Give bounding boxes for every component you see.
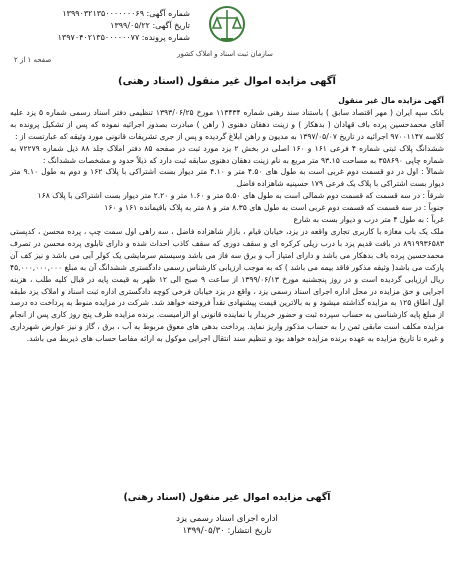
page-number: صفحه ۱ از ۲ — [14, 56, 52, 64]
body-paragraph: ششدانگ پلاک ثبتی شماره ۴ فرعی ۱۶۱ و ۱۶۰ اصلی در بخش ۲ یزد مورد ثبت در صفحه ۸۵ دفتر املاک جلد ۸۸ ذیل شماره ۷۲۲۷۹ به شماره چاپی ۳۵۸۶۹۰ به مساحت ۹۳.۱۵ متر مربع به نام زینت دهقان دهنوی سابقه ثبت دارد که ذیلاً حدود و مشخصات ششدانگ : — [10, 143, 445, 165]
footer-title: آگهی مزایده اموال غیر منقول (اسناد رهنی) — [123, 492, 331, 503]
notice-footer — [0, 492, 454, 537]
footer-office: اداره اجرای اسناد رسمی یزد — [176, 514, 278, 524]
notice-body — [10, 95, 444, 345]
body-paragraph: شمالاً : اول در دو قسمت دوم غربی است به طول های ۴.۵۰ متر و ۴.۱۰ متر دیوار بست اشتراکی با پلاک ۱۶۲ و دوم به طول ۹.۱۰ متر دیوار بست اشتراکی با پلاک یک فرعی ۱۷۹ حسینیه شاهزاده فاضل — [10, 167, 444, 189]
registry-emblem-icon — [203, 4, 251, 48]
body-paragraph: آگهی مزایده مال غیر منقول — [338, 96, 444, 105]
file-number: شماره پرونده: ۱۳۹۷۰۴۰۲۱۳۵۰۰۰۰۰۰۷۷ — [57, 33, 190, 42]
body-paragraph: جنوباً : در سه قسمت که قسمت دوم غربی است به طول های ۸.۳۵ متر و ۸ متر به پلاک باقیمانده ۱۶۱ و ۱۶۰ — [104, 203, 444, 213]
notice-title: آگهی مزایده اموال غیر منقول (اسناد رهنی) — [118, 76, 336, 87]
footer-publish-date: تاریخ انتشار: ۱۳۹۹/۰۵/۳۰ — [182, 526, 272, 536]
body-paragraph: بانک سپه ایران ( مهر اقتصاد سابق ) باستناد سند رهنی شماره ۱۱۳۴۳۴ مورخ ۱۳۹۳/۰۶/۲۵ تنظیمی دفتر اسناد رسمی شماره ۵ یزد علیه آقای محمدحسین پرده باف قهادان ( بدهکار ) و زینت دهقان دهنوی ( راهن ) مبادرت بصدور اجرائیه نموده که پس از تشکیل پرونده به کلاسه ۹۷۰۰۱۱۴۷ اجرائیه در تاریخ ۱۳۹۷/۰۵/۰۷ به مدیون و راهن ابلاغ گردیده و پس از جری تشریفات قانونی مورد وثیقه که عبارتست از : — [10, 107, 444, 141]
body-paragraph: غرباً : به طول ۴ متر درب و دیوار بست به شارع — [293, 215, 444, 225]
body-paragraph: ملک یک باب مغازه با کاربری تجاری واقعه در یزد، خیابان قیام ، بازار شاهزاده فاضل ، سه راهی اول سمت چپ ، پرده محسن ، کدپستی ۸۹۱۹۹۳۶۵۸۳ در بافت قدیم یزد با درب ریلی کرکره ای و سقف دوری که سقف کاذب احداث شده و دارای تابلوی پرده محسن در تصرف محمدحسین پرده باف بدهکار می باشد و دارای امتیاز آب و برق سه فاز می باشد وسیستم سرمایشی یک کولر آبی می باشد و نیز کف آن پارکت می باشد( وثیقه مذکور فاقد بیمه می باشد ) که به موجب ارزیابی کارشناس رسمی دادگستری ششدانگ آن به مبلغ ۴۵,۰۰۰,۰۰۰,۰۰۰ ریال ارزیابی گردیده است و در روز پنجشنبه مورخ ۱۳۹۹/۰۶/۱۳ از ساعت ۹ صبح الی ۱۲ ظهر به قیمت پایه در قبال کلیه طلب ، هزینه اجرایی و حق مزایده در محل اداره اجرای اسناد رسمی یزد ، واقع در یزد خیابان فرخی کوچه دادگستری اداره ثبت اسناد و املاک یزد طبقه اول اطاق ۱۲۵ به مزایده گذاشته میشود و به بالاترین قیمت پیشنهادی نقداً فروخته خواهد شد. شرکت در مزایده منوط به پرداخت ده درصد از مبلغ پایه کارشناسی به حساب سپرده ثبت و حضور خریدار یا نماینده قانونی او الزامیست. برنده مزایده ظرف پنج روز کاری پس از انجام مزایده مکلف است مابقی ثمن را به حساب مذکور واریز نماید. پرداخت بدهی های معوق مربوط به آب ، برق ، گاز و نیز عوارض شهرداری و غیره تا تاریخ مزایده به عهده برنده مزایده خواهد بود و تنظیم سند انتقال اجرایی موکول به ارائه مفاصا حساب های ذیربط می باشد. — [10, 226, 445, 344]
notice-number: شماره آگهی: ۱۳۹۹۰۳۲۱۳۵۰۰۰۰۰۰۰۶۹ — [62, 9, 190, 18]
organization-name: سازمان ثبت اسناد و املاک کشور — [177, 50, 273, 58]
notice-date: تاریخ آگهی: ۱۳۹۹/۰۵/۲۲ — [110, 21, 190, 30]
body-paragraph: شرقاً : در سه قسمت که قسمت دوم شمالی است به طول های ۵.۵۰ متر و ۱.۶۰ متر و ۲.۲۰ متر دیوار بست اشتراکی با پلاک ۱۶۸ — [37, 191, 444, 201]
notice-header-info — [10, 8, 190, 44]
